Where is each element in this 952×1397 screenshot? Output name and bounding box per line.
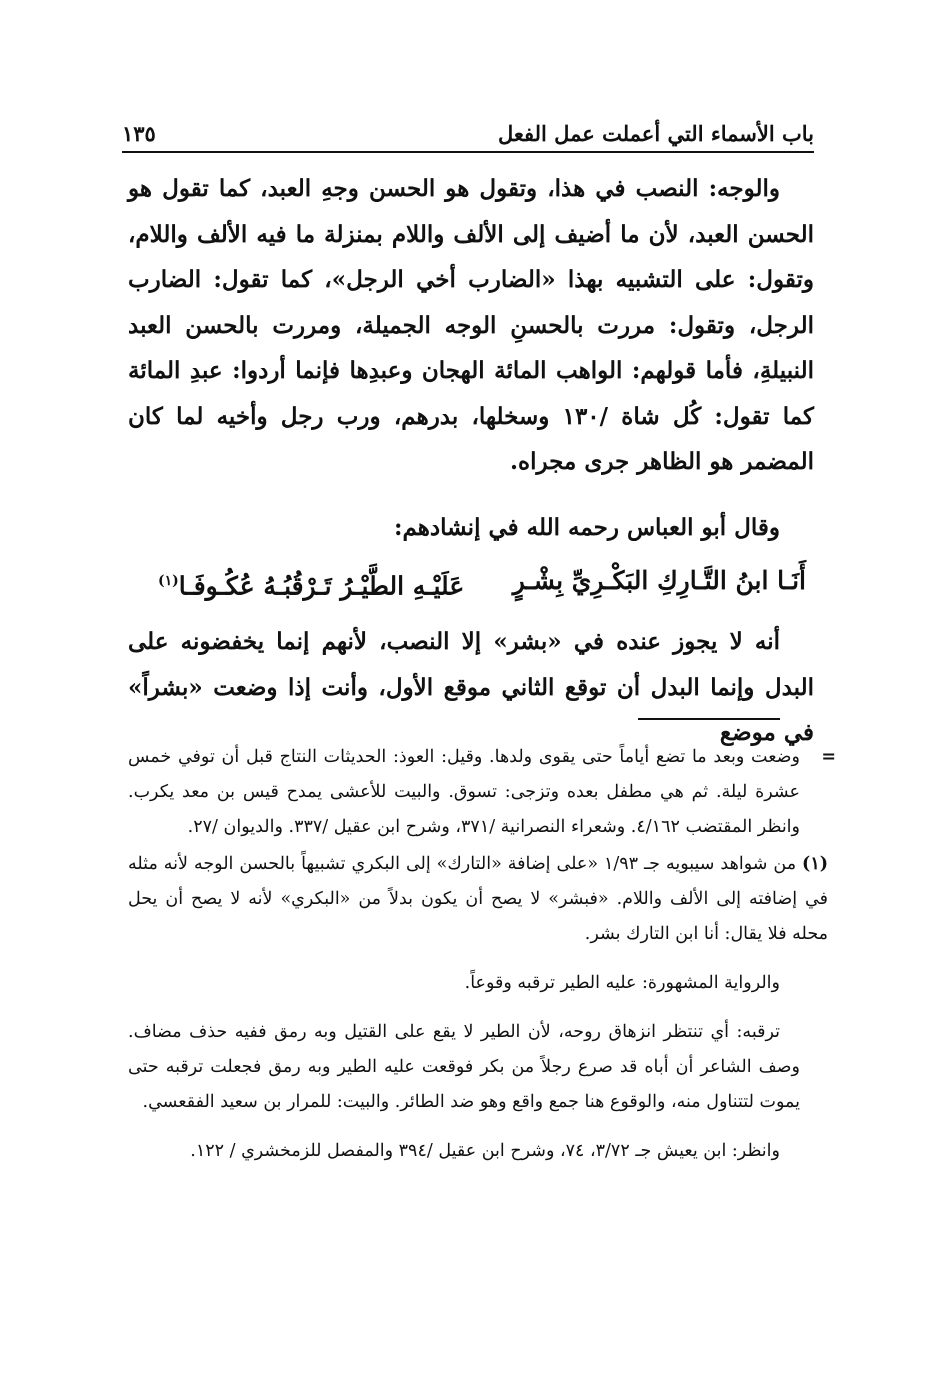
verse-line [128,558,814,609]
footnote-1-explanation: ترقبه: أي تنتظر انزهاق روحه، لأن الطير لا يقع على القتيل وبه رمق ففيه حذف مضاف. وصف الشاعر أن أباه قد صرع رجلاً من بكر فوقعت عليه الطير وبه رمق فجعلت ترقبه حتى يموت لتتناول منه، والوقوع هنا جمع واقع وهو ضد الطائر. والبيت: للمرار بن سعيد الفقعسي. [128,1022,800,1112]
verse-hemistich-2: عَلَيْـهِ الطَّيْـرُ تَـرْقُبُـهُ عُكُـوفَـا [178,571,465,601]
paragraph-3: أنه لا يجوز عنده في «بشر» إلا النصب، لأنهم إنما يخفضونه على البدل وإنما البدل أن توقع الثاني موقع الأول، وأنت إذا وضعت «بشراً» في موضع [128,628,814,747]
footnote-rule [638,718,780,720]
chapter-title: باب الأسماء التي أعملت عمل الفعل [497,121,814,146]
footnotes-section [128,740,836,1169]
footnote-1-text: من شواهد سيبويه جـ ١/٩٣ «على إضافة «التارك» إلى البكري تشبيهاً بالحسن الوجه لأنه مثله في إضافته إلى الألف واللام. «فبشر» لا يصح أن يكون بدلاً من «البكري» لأنه لا يصح أن يحل محله فلا يقال: أنا ابن التارك بشر. [128,854,828,944]
footnote-continuation [128,740,836,845]
verse-hemistich-2-wrap [128,558,464,609]
continuation-mark: = [821,747,836,767]
page-header [122,112,814,146]
footnote-continuation-text: وضعت وبعد ما تضع أياماً حتى يقوى ولدها. وقيل: العوذ: الحديثات النتاج قبل أن توفي خمس عشرة ليلة. ثم هي مطفل بعده وتزجى: تسوق. والبيت للأعشى يمدح قيس بن معد يكرب. وانظر المقتضب ٤/١٦٢. وشعراء النصرانية /٣٧١، وشرح ابن عقيل /٣٣٧. والديوان /٢٧. [128,747,800,837]
footnote-1-references: وانظر: ابن يعيش جـ ٣/٧٢، ٧٤، وشرح ابن عقيل /٣٩٤ والمفصل للزمخشري / ١٢٢. [190,1141,780,1161]
page-number: ١٣٥ [122,121,156,146]
paragraph-2: وقال أبو العباس رحمه الله في إنشادهم: [393,513,780,541]
footnote-1-number: (١) [802,854,828,874]
footnote-1 [128,847,828,952]
footnote-marker: (١) [158,573,179,589]
footnote-1-riwaya: والرواية المشهورة: عليه الطير ترقبه وقوعاً. [464,973,780,993]
paragraph-1: والوجه: النصب في هذا، وتقول هو الحسن وجهِ العبد، كما تقول هو الحسن العبد، لأن ما أضيف إلى الألف واللام بمنزلة ما فيه الألف واللام، وتقول: على التشبيه بهذا «الضارب أخي الرجل»، كما تقول: الضارب الرجل، وتقول: مررت بالحسنِ الوجه الجميلة، ومررت بالحسن العبد النبيلةِ، فأما قولهم: الواهب المائة الهجان وعبدِها فإنما أردوا: عبدِ المائة كما تقول: كُل شاة /١٣٠ وسخلها، بدرهم، ورب رجل وأخيه لما كان المضمر هو الظاهر جرى مجراه. [128,175,814,475]
header-rule [122,151,814,153]
verse-hemistich-1: أَنَـا ابنُ التَّـارِكِ البَكْـرِيِّ بِشْـرٍ [512,566,806,595]
main-text [128,166,814,756]
